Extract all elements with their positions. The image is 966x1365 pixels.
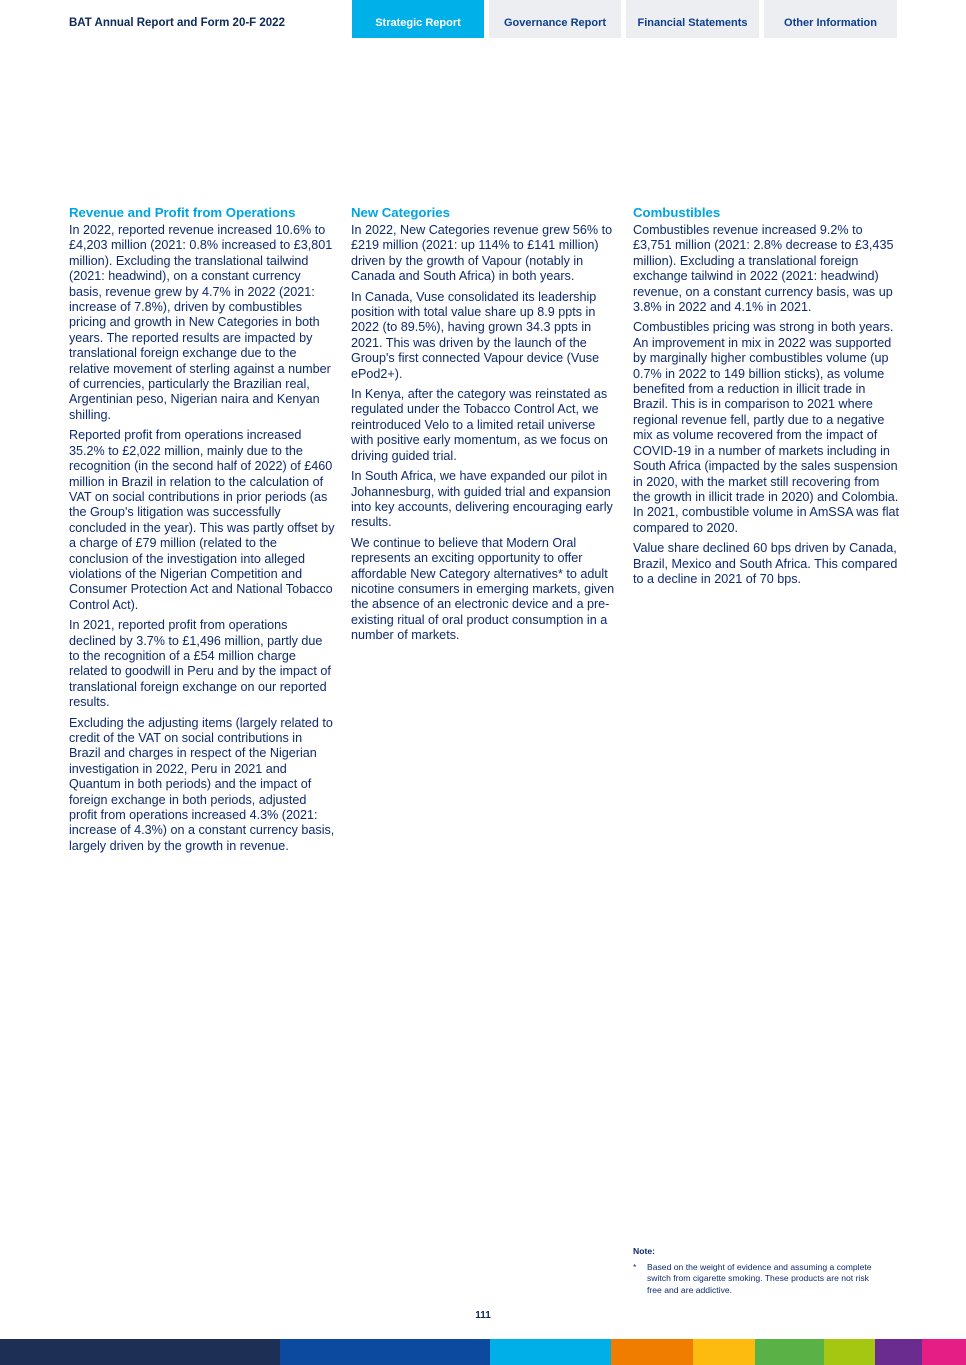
- column-revenue-profit: [69, 205, 335, 859]
- paragraph: Combustibles revenue increased 9.2% to £3,751 million (2021: 2.8% decrease to £3,435 million). Excluding a translational foreign exchange tailwind in 2022 (2021: headwind) revenue, on a constant currency basis, was up 3.8% in 2022 and 4.1% in 2021.: [633, 223, 894, 315]
- paragraph: In 2022, reported revenue increased 10.6% to £4,203 million (2021: 0.8% increased to £3,801 million). Excluding the translational tailwind (2021: headwind), on a constant currency basis, revenue grew by 4.7% in 2022 (2021: increase of 7.8%), driven by combustibles pricing and growth in New Categories in both years. The reported results are impacted by translational foreign exchange due to the relative movement of sterling against a number of currencies, particularly the Brazilian real, Argentinian peso, Nigerian naira and Kenyan shilling.: [69, 223, 333, 422]
- section-heading: Revenue and Profit from Operations: [69, 205, 296, 220]
- page-number: 111: [475, 1310, 491, 1321]
- color-segment: [922, 1339, 966, 1365]
- tab-strategic-report[interactable]: Strategic Report: [352, 0, 484, 38]
- tab-other-information[interactable]: Other Information: [764, 0, 897, 38]
- footnote-text: Based on the weight of evidence and assuming a complete switch from cigarette smoking. These products are not risk free and are addictive.: [647, 1261, 872, 1296]
- paragraph: We continue to believe that Modern Oral represents an exciting opportunity to offer affordable New Category alternatives* to adult nicotine consumers in emerging markets, given the absence of an electronic device and a pre-existing ritual of oral product consumption in a number of markets.: [351, 535, 615, 643]
- color-segment: [693, 1339, 755, 1365]
- column-new-categories: [351, 205, 619, 649]
- document-title: BAT Annual Report and Form 20-F 2022: [69, 17, 285, 29]
- tab-financial-statements[interactable]: Financial Statements: [626, 0, 759, 38]
- color-segment: [611, 1339, 693, 1365]
- paragraph: Reported profit from operations increased 35.2% to £2,022 million, mainly due to the recognition (in the second half of 2022) of £460 million in Brazil in relation to the calculation of VAT on social contributions in prior periods (as the Group's litigation was successfully concluded in the year). This was partly offset by a charge of £79 million (related to the conclusion of the investigation into alleged violations of the Nigerian Competition and Consumer Protection Act and National Tobacco Control Act).: [69, 428, 335, 612]
- section-tabs: [352, 0, 897, 38]
- paragraph: In South Africa, we have expanded our pilot in Johannesburg, with guided trial and expansion into key accounts, delivering encouraging early results.: [351, 469, 613, 530]
- color-segment: [875, 1339, 922, 1365]
- paragraph: Value share declined 60 bps driven by Canada, Brazil, Mexico and South Africa. This compared to a decline in 2021 of 70 bps.: [633, 541, 898, 586]
- color-segment: [280, 1339, 490, 1365]
- color-segment: [755, 1339, 824, 1365]
- color-segment: [0, 1339, 280, 1365]
- color-segment: [490, 1339, 611, 1365]
- paragraph: In Canada, Vuse consolidated its leadership position with total value share up 8.9 ppts in 2022 (to 89.5%), having grown 34.3 ppts in 2021. This was driven by the launch of the Group's first connected Vapour device (Vuse ePod2+).: [351, 289, 600, 381]
- footnote-label: Note:: [633, 1246, 655, 1256]
- paragraph: In Kenya, after the category was reinstated as regulated under the Tobacco Control Act, we reintroduced Velo to a limited retail universe with positive early momentum, as we focus on driving guided trial.: [351, 387, 608, 463]
- paragraph: Excluding the adjusting items (largely related to credit of the VAT on social contributions in Brazil and charges in respect of the Nigerian investigation in 2022, Peru in 2021 and Quantum in both periods) and the impact of foreign exchange in both periods, adjusted profit from operations increased 4.3% (2021: increase of 4.3%) on a constant currency basis, largely driven by the growth in revenue.: [69, 715, 335, 853]
- footnote: [633, 1246, 873, 1297]
- paragraph: In 2021, reported profit from operations declined by 3.7% to £1,496 million, partly due to the recognition of a £54 million charge related to goodwill in Peru and by the impact of translational foreign exchange on our reported results.: [69, 618, 331, 710]
- brand-color-bar: [0, 1339, 966, 1365]
- column-combustibles: [633, 205, 899, 592]
- color-segment: [824, 1339, 875, 1365]
- section-heading: New Categories: [351, 205, 450, 220]
- footnote-marker: *: [633, 1261, 637, 1272]
- footnote-item: [633, 1262, 873, 1297]
- section-heading: Combustibles: [633, 205, 721, 220]
- tab-governance-report[interactable]: Governance Report: [489, 0, 621, 38]
- paragraph: In 2022, New Categories revenue grew 56% to £219 million (2021: up 114% to £141 million) driven by the growth of Vapour (notably in Canada and South Africa) in both years.: [351, 223, 613, 284]
- paragraph: Combustibles pricing was strong in both years. An improvement in mix in 2022 was supported by marginally higher combustibles volume (up 0.7% in 2022 to 149 billion sticks), as volume benefited from a reduction in illicit trade in Brazil. This is in comparison to 2021 where regional revenue fell, partly due to a negative mix as volume recovered from the impact of COVID-19 in a number of markets including in South Africa (impacted by the sales suspension in 2020, with the market still recovering from the growth in illicit trade in 2020) and Colombia. In 2021, combustible volume in AmSSA was flat compared to 2020.: [633, 320, 900, 535]
